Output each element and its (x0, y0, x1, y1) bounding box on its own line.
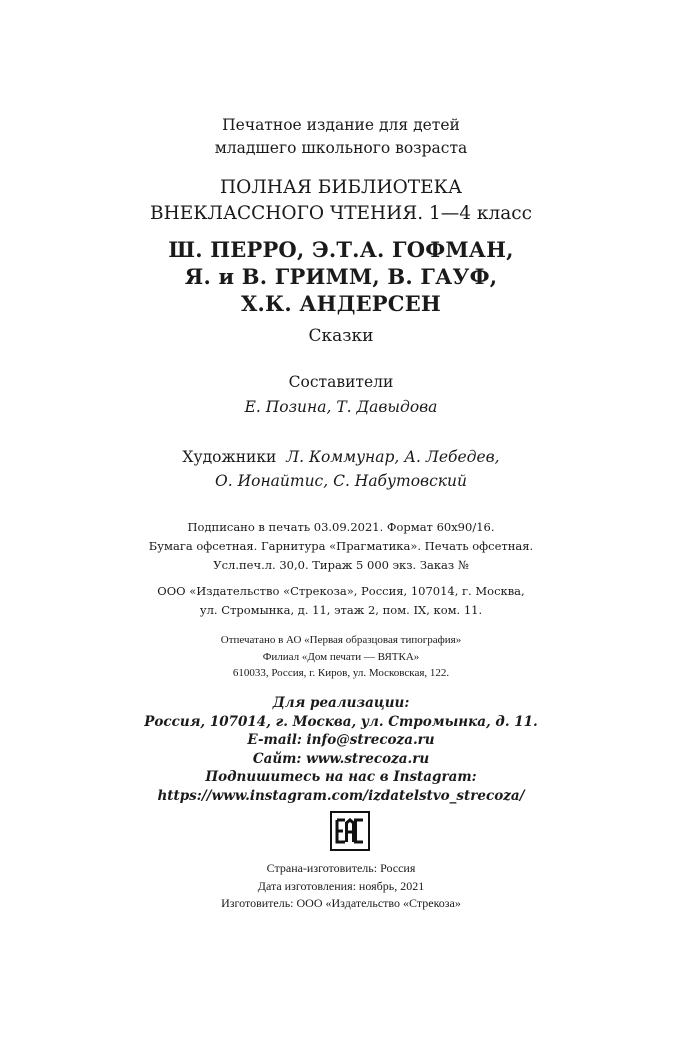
illustrators-names-2: О. Ионайтис, С. Набутовский (215, 472, 467, 490)
sales-email: E-mail: info@strecoza.ru (247, 732, 435, 748)
print-details-line-2: Бумага офсетная. Гарнитура «Прагматика». Печать офсетная. (148, 539, 534, 553)
publisher-line-2: ул. Стромынка, д. 11, этаж 2, пом. IX, ком. 11. (199, 603, 483, 617)
print-details-line-1: Подписано в печать 03.09.2021. Формат 60х90/16. (187, 520, 495, 534)
instagram-wordmark: Instagram: (393, 769, 477, 785)
instagram-url: https://www.instagram.com/izdatelstvo_strecoza/ (157, 787, 525, 804)
print-details (0, 518, 682, 575)
authors-line-1: Ш. ПЕРРО, Э.Т.А. ГОФМАН, (168, 237, 514, 262)
series-title-line-1: ПОЛНАЯ БИБЛИОТЕКА (220, 177, 462, 198)
age-notice-line-2: младшего школьного возраста (214, 139, 468, 157)
series-title-line-2: ВНЕКЛАССНОГО ЧТЕНИЯ. 1—4 класс (149, 203, 532, 224)
printer-line-2: Филиал «Дом печати — ВЯТКА» (262, 650, 420, 663)
sales-subscribe-text: Подпишитесь на нас в (205, 769, 389, 785)
printer-line-3: 610033, Россия, г. Киров, ул. Московская, 122. (232, 667, 450, 679)
sales-address: Россия, 107014, г. Москва, ул. Стромынка, д. 11. (144, 713, 538, 730)
book-subtitle: Сказки (308, 326, 374, 346)
age-notice-line-1: Печатное издание для детей (222, 116, 460, 134)
sales-contacts (0, 694, 682, 805)
printer-line-1: Отпечатано в АО «Первая образцовая типография» (220, 634, 462, 646)
illustrators-label: Художники (182, 448, 277, 466)
sales-heading: Для реализации: (272, 695, 410, 711)
sales-website: Сайт: www.strecoza.ru (252, 750, 430, 767)
manufacturer-info (0, 860, 682, 913)
compilers-label: Составители (288, 373, 394, 391)
illustrators-line-1 (0, 445, 682, 469)
compilers-names: Е. Позина, Т. Давыдова (244, 398, 438, 416)
authors-heading (0, 236, 682, 317)
illustrators (0, 445, 682, 493)
publisher-line-1: ООО «Издательство «Стрекоза», Россия, 107014, г. Москва, (157, 584, 525, 598)
printer-info (0, 632, 682, 682)
manufacturer-name: Изготовитель: ООО «Издательство «Стрекоза» (221, 896, 461, 910)
series-title (0, 175, 682, 227)
authors-line-2: Я. и В. ГРИММ, В. ГАУФ, (184, 264, 498, 289)
age-notice (0, 114, 682, 160)
sales-subscribe (0, 768, 682, 787)
manufacturer-date: Дата изготовления: ноябрь, 2021 (257, 878, 425, 893)
publisher-address (0, 582, 682, 620)
manufacturer-country: Страна-изготовитель: Россия (266, 861, 416, 875)
print-details-line-3: Усл.печ.л. 30,0. Тираж 5 000 экз. Заказ № (213, 558, 469, 572)
illustrators-names-1: Л. Коммунар, А. Лебедев, (286, 448, 500, 466)
eac-certification-mark (330, 811, 370, 851)
authors-line-3: Х.К. АНДЕРСЕН (241, 291, 441, 316)
